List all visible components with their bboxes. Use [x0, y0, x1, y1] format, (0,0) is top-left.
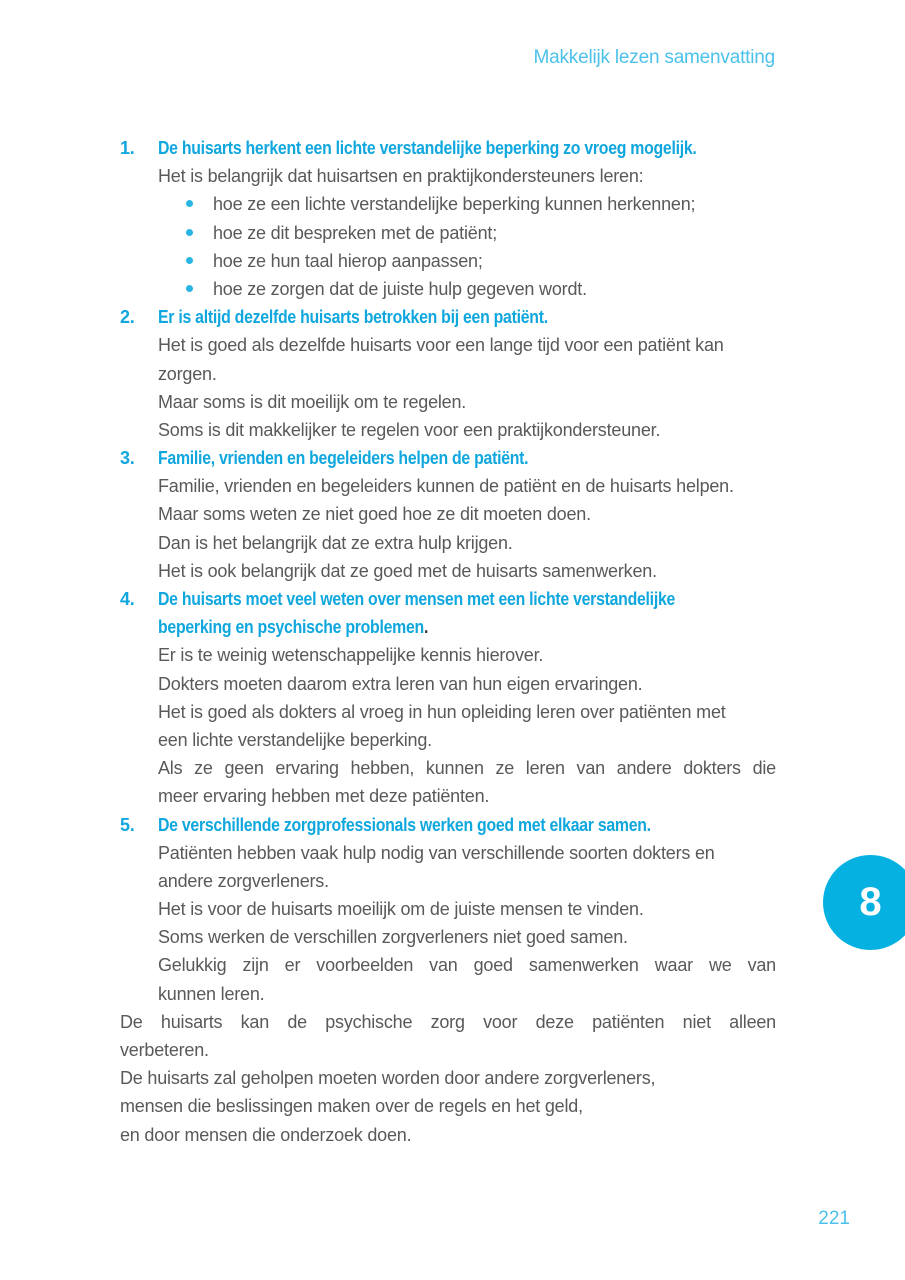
body-line: Familie, vrienden en begeleiders kunnen de patiënt en de huisarts helpen.	[158, 476, 734, 497]
section-heading-line	[120, 811, 776, 839]
bullet-icon	[186, 285, 193, 292]
body-line: Als ze geen ervaring hebben, kunnen ze leren van andere dokters die	[158, 758, 776, 779]
page-number: 221	[818, 1208, 850, 1229]
paragraph-line: De huisarts kan de psychische zorg voor deze patiënten niet alleen	[120, 1011, 776, 1032]
bullet-text: hoe ze hun taal hierop aanpassen;	[213, 250, 483, 271]
body-line: zorgen.	[158, 363, 217, 384]
bullet-line	[120, 275, 776, 303]
bullet-icon	[186, 200, 193, 207]
body-line: Maar soms is dit moeilijk om te regelen.	[158, 391, 467, 412]
bullet-text: hoe ze een lichte verstandelijke beperking kunnen herkennen;	[213, 194, 696, 215]
body-line: andere zorgverleners.	[158, 870, 329, 891]
body-line: meer ervaring hebben met deze patiënten.	[158, 786, 490, 807]
section-heading-text: Er is altijd dezelfde huisarts betrokken bij een patiënt.	[158, 307, 548, 328]
section-heading-line	[120, 134, 776, 162]
section-heading-text: De verschillende zorgprofessionals werken goed met elkaar samen.	[158, 814, 651, 835]
body-line: Het is goed als dokters al vroeg in hun opleiding leren over patiënten met	[158, 701, 726, 722]
running-header: Makkelijk lezen samenvatting	[533, 47, 775, 68]
body-line: Het is voor de huisarts moeilijk om de juiste mensen te vinden.	[158, 899, 644, 920]
paragraph-line: mensen die beslissingen maken over de regels en het geld,	[120, 1096, 583, 1117]
body-line: een lichte verstandelijke beperking.	[158, 729, 432, 750]
bullet-text: hoe ze dit bespreken met de patiënt;	[213, 222, 497, 243]
section-number: 5.	[120, 814, 135, 835]
body-line: Gelukkig zijn er voorbeelden van goed samenwerken waar we van	[158, 955, 776, 976]
section-heading-text: Familie, vrienden en begeleiders helpen de patiënt.	[158, 448, 529, 469]
section-number: 4.	[120, 589, 135, 609]
bullet-line	[120, 190, 776, 218]
paragraph-line: De huisarts zal geholpen moeten worden door andere zorgverleners,	[120, 1068, 656, 1089]
body-line: Soms werken de verschillen zorgverleners niet goed samen.	[158, 927, 628, 948]
body-line: kunnen leren.	[158, 983, 265, 1004]
body-line: Het is goed als dezelfde huisarts voor een lange tijd voor een patiënt kan	[158, 335, 724, 356]
body-line: Het is ook belangrijk dat ze goed met de huisarts samenwerken.	[158, 560, 657, 581]
body-line: Het is belangrijk dat huisartsen en praktijkondersteuners leren:	[158, 166, 644, 187]
body-line: Er is te weinig wetenschappelijke kennis hierover.	[158, 645, 544, 666]
section-heading-text: beperking en psychische problemen.	[158, 617, 429, 638]
body-line: Dan is het belangrijk dat ze extra hulp krijgen.	[158, 532, 513, 553]
section-number: 3.	[120, 448, 135, 469]
body-line: Dokters moeten daarom extra leren van hun eigen ervaringen.	[158, 673, 643, 694]
body-line: Maar soms weten ze niet goed hoe ze dit moeten doen.	[158, 504, 591, 525]
section-number: 2.	[120, 307, 135, 328]
heading-suffix-period: .	[423, 617, 429, 638]
body-line: Soms is dit makkelijker te regelen voor een praktijkondersteuner.	[158, 419, 661, 440]
bullet-icon	[186, 229, 193, 236]
bullet-line	[120, 219, 776, 247]
section-heading-line	[120, 613, 776, 641]
bullet-text: hoe ze zorgen dat de juiste hulp gegeven wordt.	[213, 278, 587, 299]
section-number: 1.	[120, 138, 135, 158]
section-heading-line	[120, 444, 776, 472]
chapter-tab-badge	[823, 855, 905, 950]
paragraph-line: en door mensen die onderzoek doen.	[120, 1124, 412, 1145]
paragraph-line: verbeteren.	[120, 1040, 209, 1060]
bullet-icon	[186, 257, 193, 264]
summary-content	[120, 134, 776, 1149]
section-heading-line	[120, 303, 776, 331]
body-line: Patiënten hebben vaak hulp nodig van verschillende soorten dokters en	[158, 842, 715, 863]
bullet-line	[120, 247, 776, 275]
section-heading-line	[120, 585, 776, 613]
chapter-number: 8	[859, 880, 882, 924]
section-heading-text: De huisarts herkent een lichte verstandelijke beperking zo vroeg mogelijk.	[158, 138, 697, 158]
section-heading-text: De huisarts moet veel weten over mensen met een lichte verstandelijke	[158, 589, 676, 609]
